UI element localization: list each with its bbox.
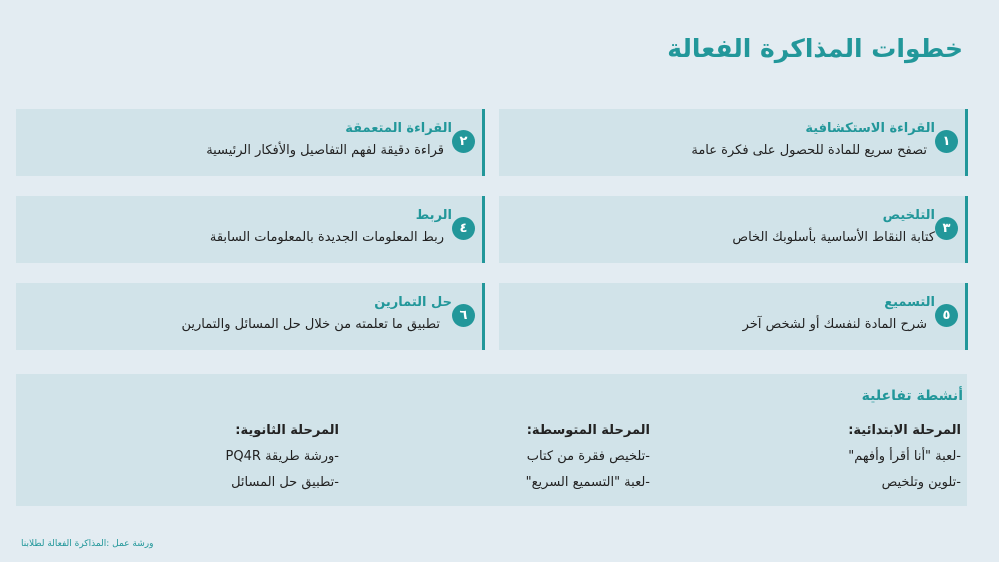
activity-column-secondary: [226, 418, 343, 496]
step-title: التلخيص: [882, 208, 935, 223]
activity-item: -تلخيص فقرة من كتاب: [526, 449, 650, 464]
step-card-3: [499, 196, 968, 263]
activity-item: -تلوين وتلخيص: [881, 475, 961, 490]
step-card-6: [16, 283, 485, 350]
step-description: شرح المادة لنفسك أو لشخص آخر: [742, 317, 927, 332]
step-number-badge: ٦: [452, 304, 475, 327]
activity-item: -لعبة "التسميع السريع": [525, 475, 650, 490]
activities-panel: [16, 374, 967, 506]
step-description: كتابة النقاط الأساسية بأسلوبك الخاص: [732, 230, 935, 245]
page-title: خطوات المذاكرة الفعالة: [667, 34, 963, 63]
step-title: حل التمارين: [374, 295, 452, 310]
step-description: ربط المعلومات الجديدة بالمعلومات السابقة: [209, 230, 444, 245]
column-heading: المرحلة المتوسطة:: [526, 423, 650, 438]
step-title: القراءة المتعمقة: [345, 121, 452, 136]
step-title: القراءة الاستكشافية: [805, 121, 935, 136]
column-heading: المرحلة الابتدائية:: [848, 423, 961, 438]
activity-item: -لعبة "أنا أقرأ وأفهم": [848, 449, 961, 464]
step-card-5: [499, 283, 968, 350]
step-number-badge: ٢: [452, 130, 475, 153]
footer-caption: ورشة عمل :المذاكرة الفعالة لطلابنا: [21, 539, 154, 549]
step-description: تطبيق ما تعلمته من خلال حل المسائل والتمارين: [181, 317, 440, 332]
step-description: تصفح سريع للمادة للحصول على فكرة عامة: [691, 143, 927, 158]
activities-title: أنشطة تفاعلية: [861, 388, 963, 404]
step-card-4: [16, 196, 485, 263]
step-description: قراءة دقيقة لفهم التفاصيل والأفكار الرئيسية: [206, 143, 444, 158]
step-number-badge: ٤: [452, 217, 475, 240]
step-card-1: [499, 109, 968, 176]
step-number-badge: ١: [935, 130, 958, 153]
step-title: الربط: [415, 208, 452, 223]
activity-column-middle: [526, 418, 654, 496]
step-number-badge: ٥: [935, 304, 958, 327]
step-card-2: [16, 109, 485, 176]
activity-item: -تطبيق حل المسائل: [231, 475, 339, 490]
column-heading: المرحلة الثانوية:: [235, 423, 339, 438]
step-title: التسميع: [884, 295, 935, 310]
step-number-badge: ٣: [935, 217, 958, 240]
activity-item: -ورشة طريقة PQ4R: [225, 449, 339, 464]
activity-column-primary: [848, 418, 965, 496]
